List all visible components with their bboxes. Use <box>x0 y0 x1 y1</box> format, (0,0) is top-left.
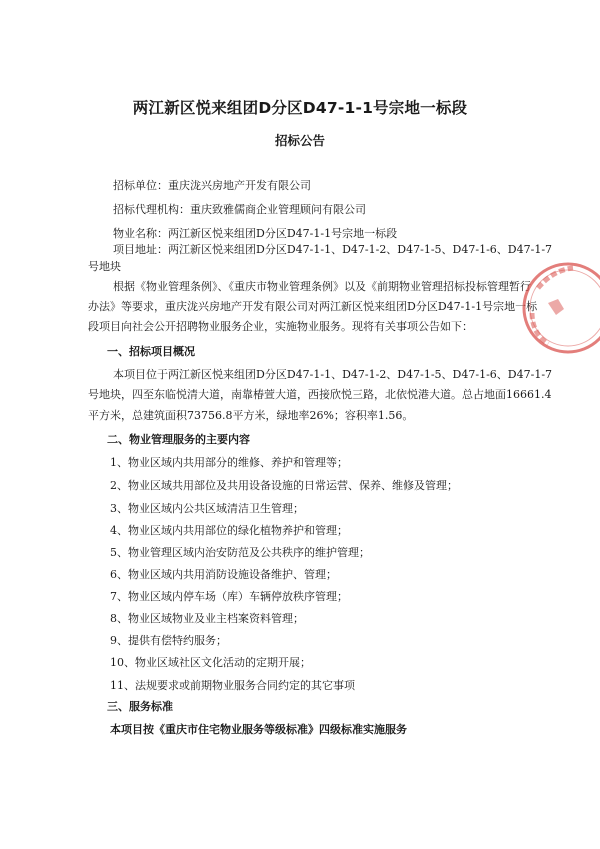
document-title: 两江新区悦来组团D分区D47-1-1号宗地一标段 <box>132 99 468 117</box>
overview-line-3: 平方米，总建筑面积73756.8平方米，绿地率26%；容积率1.56。 <box>88 409 414 422</box>
intro-line-3: 段项目向社会公开招聘物业服务企业，实施物业服务。现将有关事项公告如下： <box>88 320 473 333</box>
list-item: 10、物业区域社区文化活动的定期开展； <box>110 656 311 669</box>
list-item: 11、法规要求或前期物业服务合同约定的其它事项 <box>110 679 355 692</box>
list-item: 5、物业管理区域内治安防范及公共秩序的维护管理； <box>110 546 370 559</box>
overview-line-1: 本项目位于两江新区悦来组团D分区D47-1-1、D47-1-2、D47-1-5、D47-1-6、D47-1-7 <box>113 368 553 381</box>
list-item: 6、物业区域内共用消防设施设备维护、管理； <box>110 568 337 581</box>
address-line-1: 项目地址：两江新区悦来组团D分区D47-1-1、D47-1-2、D47-1-5、D47-1-6、D47-1-7 <box>113 243 553 256</box>
property-name-line: 物业名称：两江新区悦来组团D分区D47-1-1号宗地一标段 <box>113 227 398 240</box>
agent-line: 招标代理机构：重庆致雅儒商企业管理顾问有限公司 <box>113 203 366 216</box>
address-line-2: 号地块 <box>88 260 121 273</box>
list-item: 3、物业区域内公共区域清洁卫生管理； <box>110 502 304 515</box>
section1-heading: 一、招标项目概况 <box>107 345 195 358</box>
intro-line-2: 办法》等要求，重庆泷兴房地产开发有限公司对两江新区悦来组团D分区D47-1-1号宗地一标 <box>88 300 538 313</box>
overview-line-2: 号地块，四至东临悦清大道，南靠椿萱大道，西接欣悦三路，北依悦港大道。总占地面16661.4 <box>88 388 552 401</box>
list-item: 1、物业区域内共用部分的维修、养护和管理等； <box>110 456 348 469</box>
service-standard-line: 本项目按《重庆市住宅物业服务等级标准》四级标准实施服务 <box>110 723 407 736</box>
list-item: 7、物业区域内停车场（库）车辆停放秩序管理； <box>110 590 348 603</box>
intro-line-1: 根据《物业管理条例》、《重庆市物业管理条例》以及《前期物业管理招标投标管理暂行 <box>113 280 531 293</box>
company-seal-icon <box>518 258 600 358</box>
list-item: 4、物业区域内共用部位的绿化植物养护和管理； <box>110 524 348 537</box>
document-subtitle: 招标公告 <box>274 133 325 148</box>
section3-heading: 三、服务标准 <box>107 700 173 713</box>
list-item: 9、提供有偿特约服务； <box>110 634 227 647</box>
section2-heading: 二、物业管理服务的主要内容 <box>107 433 250 446</box>
tenderer-line: 招标单位：重庆泷兴房地产开发有限公司 <box>113 179 311 192</box>
list-item: 8、物业区域物业及业主档案资料管理； <box>110 612 304 625</box>
list-item: 2、物业区域共用部位及共用设备设施的日常运营、保养、维修及管理； <box>110 479 458 492</box>
